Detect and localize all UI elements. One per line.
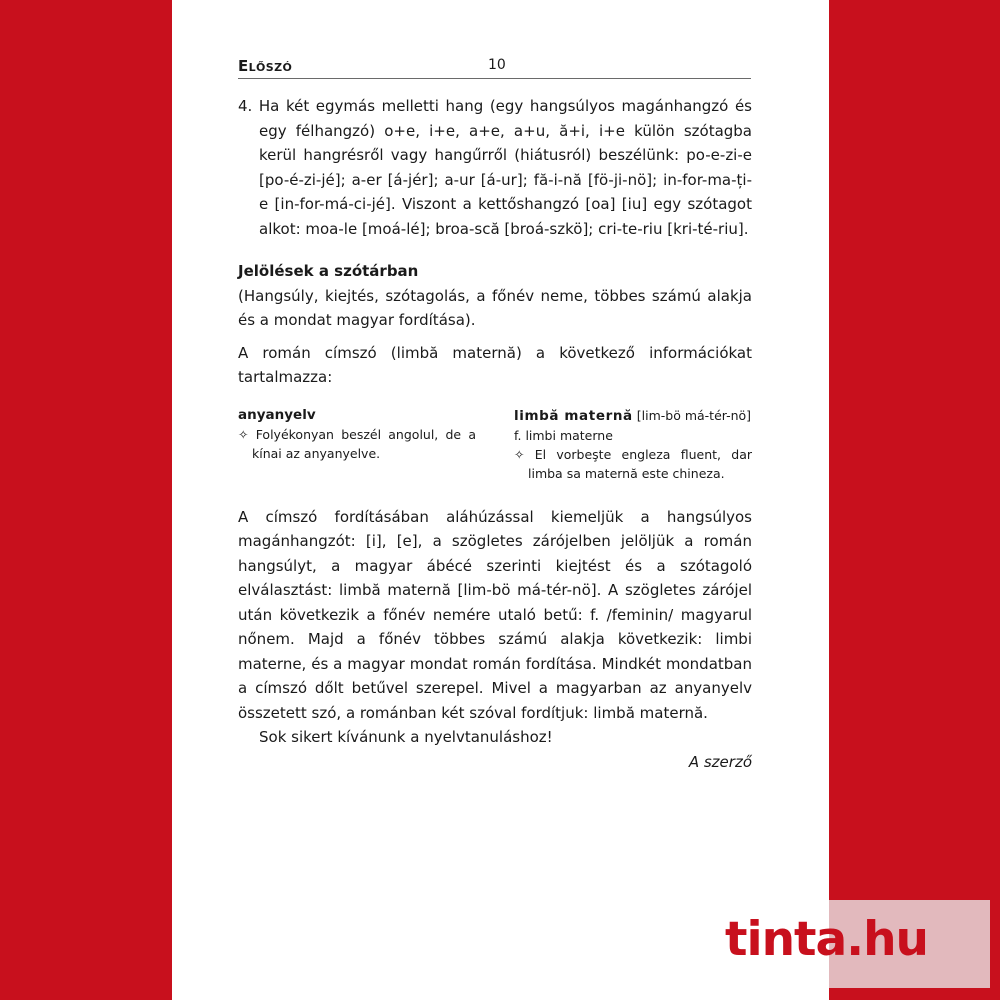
section-title: Előszó bbox=[238, 57, 293, 75]
page-number: 10 bbox=[488, 57, 506, 73]
romanian-entry bbox=[514, 406, 752, 483]
dictionary-example bbox=[238, 406, 752, 483]
hungarian-headword: anyanyelv bbox=[238, 406, 316, 423]
romanian-pronunciation: [lim-bö má-tér-nö] f. limbi materne bbox=[514, 407, 752, 443]
page-content bbox=[238, 94, 752, 774]
explanation-paragraph: A címszó fordításában aláhúzással kiemeljük a hangsúlyos magánhangzót: [i], [e], a szögletes zárójelben jelöljük a román hangsúlyt, a magyar ábécé szerinti kiejtést és a szótagoló elválasztást: limbă maternă [lim-bö má-tér-nö]. A szögletes zárójel után következik a főnév nemére utaló betű: f. /feminin/ magyarul nőnem. Majd a főnév többes számú alakja következik: limbi materne, és a magyar mondat román fordítása. Mindkét mondatban a címszó dőlt betűvel szerepel. Mivel a magyarban az anyanyelv összetett szó, a románban két szóval fordítjuk: limbă maternă. bbox=[238, 507, 752, 722]
section-intro: (Hangsúly, kiejtés, szótagolás, a főnév neme, többes számú alakja és a mondat magyar fordítása). bbox=[238, 286, 752, 329]
hungarian-entry bbox=[238, 406, 476, 483]
section-heading: Jelölések a szótárban bbox=[238, 262, 419, 280]
publisher-watermark bbox=[725, 900, 990, 988]
point-4-paragraph: 4. Ha két egymás melletti hang (egy hangsúlyos magánhangzó és egy félhangzó) o+e, i+e, a+e, a+u, ă+i, i+e külön szótagba kerül hangrésről vagy hangűrről (hiátusról) beszélünk: po-e-zi-e [po-é-zi-jé]; a-er [á-jér]; a-ur [á-ur]; fă-i-nă [fö-ji-nö]; in-for-ma-ți-e [in-for-má-ci-jé]. Viszont a kettőshangzó [oa] [iu] egy szótagot alkot: moa-le [moá-lé]; broa-scă [broá-szkö]; cri-te-riu [kri-té-riu]. bbox=[238, 97, 752, 238]
book-page bbox=[172, 0, 829, 1000]
romanian-headword: limbă maternă bbox=[514, 407, 633, 424]
author-signature: A szerző bbox=[688, 752, 752, 771]
watermark-text: tinta.hu bbox=[725, 912, 928, 967]
page-header bbox=[238, 56, 751, 79]
closing-wish: Sok sikert kívánunk a nyelvtanuláshoz! bbox=[259, 728, 553, 746]
hungarian-example-sentence: ✧ Folyékonyan beszél angolul, de a kínai az anyanyelve. bbox=[238, 426, 476, 461]
romanian-example-sentence: ✧ El vorbeşte engleza fluent, dar limba sa maternă este chineza. bbox=[514, 446, 752, 481]
romanian-entry-intro: A román címszó (limbă maternă) a következő információkat tartalmazza: bbox=[238, 343, 752, 386]
